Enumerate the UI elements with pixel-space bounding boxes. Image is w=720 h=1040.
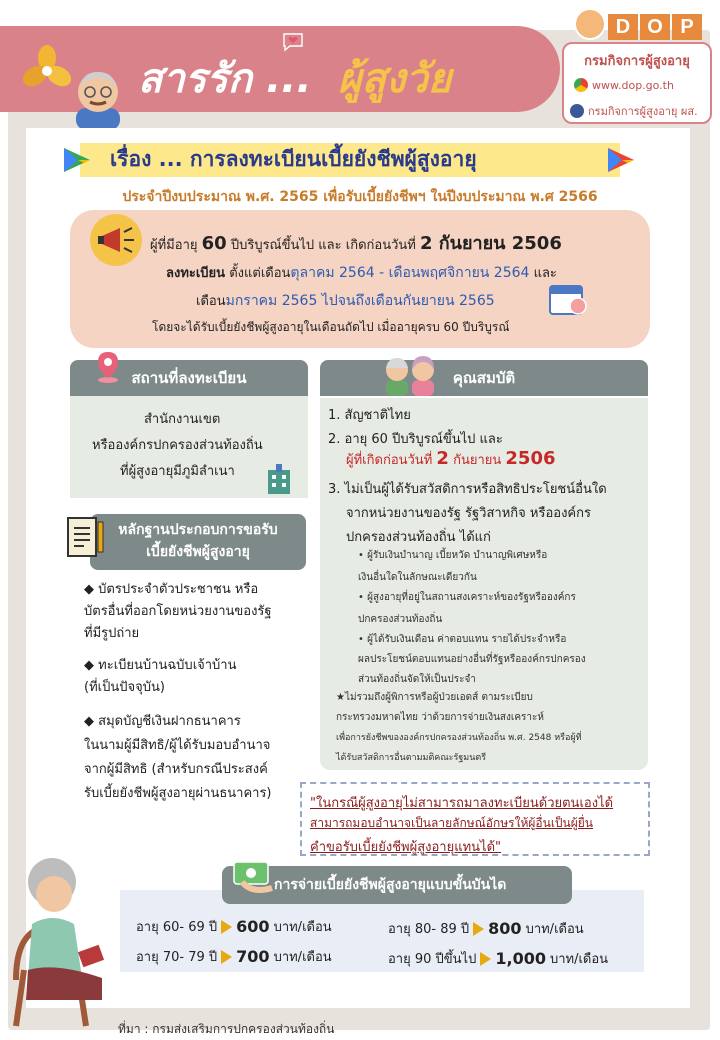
dop-letter: D [608, 14, 638, 40]
qualification-sub-line: ผลประโยชน์ตอบแทนอย่างอื่นที่รัฐหรือองค์กรปกครอง [358, 654, 586, 665]
facebook-link[interactable]: กรมกิจการผู้สูงอายุ ผส. [588, 105, 698, 118]
summary-line-2: ลงทะเบียน ตั้งแต่เดือนตุลาคม 2564 - เดือนพฤศจิกายน 2564 และ [166, 265, 557, 281]
chrome-icon [574, 78, 588, 92]
evidence-item-line: รับเบี้ยยังชีพผู้สูงอายุผ่านธนาคาร) [84, 786, 272, 801]
payment-tier: อายุ 60- 69 ปี 600 บาท/เดือน [136, 917, 332, 936]
elderly-couple-icon [380, 352, 440, 396]
source-note: ที่มา : กรมส่งเสริมการปกครองส่วนท้องถิ่น [118, 1022, 335, 1036]
evidence-item-line: จากผู้มีสิทธิ (สำหรับกรณีประสงค์ [84, 762, 268, 777]
dop-mascot-icon [574, 8, 606, 40]
old-man-icon [68, 64, 128, 130]
location-line: หรือองค์กรปกครองส่วนท้องถิ่น [92, 438, 263, 453]
qualification-1: 1. สัญชาติไทย [328, 408, 411, 423]
contact-card [562, 42, 712, 124]
heart-chat-icon [282, 32, 304, 52]
location-header: สถานที่ลงทะเบียน [70, 360, 308, 396]
grandma-reading-icon [6, 850, 118, 1028]
building-icon [264, 462, 294, 494]
summary-line-1: ผู้ที่มีอายุ 60 ปีบริบูรณ์ขึ้นไป และ เกิดก่อนวันที่ 2 กันยายน 2506 [150, 233, 562, 254]
proxy-note-line: คำขอรับเบี้ยยังชีพผู้สูงอายุแทนได้" [310, 840, 502, 855]
qualification-sub-line: ส่วนท้องถิ่นจัดให้เป็นประจำ [358, 674, 476, 685]
title-part-2: ผู้สูงวัย [338, 56, 452, 102]
qualification-3: 3. ไม่เป็นผู้ได้รับสวัสดิการหรือสิทธิประโยชน์อื่นใด [328, 482, 607, 497]
title-part-1: สารรัก ... [138, 56, 312, 102]
qualification-3-line: ปกครองส่วนท้องถิ่น ได้แก่ [346, 530, 491, 545]
qualification-sub-item: • ผู้รับเงินบำนาญ เบี้ยหวัด บำนาญพิเศษหรือ [358, 550, 548, 561]
qualification-sub-line: ปกครองส่วนท้องถิ่น [358, 614, 443, 625]
website-row[interactable] [574, 78, 674, 92]
evidence-item-line: บัตรอื่นที่ออกโดยหน่วยงานของรัฐ [84, 604, 272, 619]
facebook-icon [570, 104, 584, 118]
cash-icon [232, 860, 276, 894]
evidence-header: หลักฐานประกอบการขอรับ เบี้ยยังชีพผู้สูงอายุ [90, 514, 306, 570]
topic-title: เรื่อง ... การลงทะเบียนเบี้ยยังชีพผู้สูงอายุ [110, 147, 477, 171]
evidence-item: ◆ สมุดบัญชีเงินฝากธนาคาร [84, 714, 241, 729]
qualification-footnote: กระทรวงมหาดไทย ว่าด้วยการจ่ายเงินสงเคราะห์ [336, 712, 544, 723]
website-link[interactable]: www.dop.go.th [592, 78, 674, 92]
payment-tier: อายุ 90 ปีขึ้นไป 1,000 บาท/เดือน [388, 949, 609, 968]
proxy-note-line: "ในกรณีผู้สูงอายุไม่สามารถมาลงทะเบียนด้วยตนเองได้ [310, 796, 614, 811]
payment-tier: อายุ 80- 89 ปี 800 บาท/เดือน [388, 919, 584, 938]
qualification-footnote: ★ไม่รวมถึงผู้พิการหรือผู้ป่วยเอดส์ ตามระเบียบ [336, 692, 533, 703]
evidence-item: ◆ ทะเบียนบ้านฉบับเจ้าบ้าน [84, 658, 237, 673]
location-line: ที่ผู้สูงอายุมีภูมิลำเนา [120, 464, 235, 479]
qualification-footnote: เพื่อการยังชีพขององค์กรปกครองส่วนท้องถิ่น พ.ศ. 2548 หรือผู้ที่ [336, 733, 582, 743]
dop-letter: O [640, 14, 670, 40]
qualification-2: 2. อายุ 60 ปีบริบูรณ์ขึ้นไป และ [328, 432, 503, 447]
payment-header: การจ่ายเบี้ยยังชีพผู้สูงอายุแบบขั้นบันได [222, 866, 572, 904]
qualification-footnote: ได้รับสวัสดิการอื่นตามมติคณะรัฐมนตรี [336, 753, 487, 763]
qualification-3-line: จากหน่วยงานของรัฐ รัฐวิสาหกิจ หรือองค์กร [346, 506, 591, 521]
location-pin-icon [94, 350, 122, 384]
evidence-item-line: (ที่เป็นปัจจุบัน) [84, 680, 165, 695]
qualification-2-birthdate: ผู้ที่เกิดก่อนวันที่ 2 กันยายน 2506 [346, 448, 556, 469]
evidence-item-line: ในนามผู้มีสิทธิ/ผู้ได้รับมอบอำนาจ [84, 738, 271, 753]
summary-line-3: เดือนมกราคม 2565 ไปจนถึงเดือนกันยายน 2565 [196, 293, 495, 309]
dop-letter: P [672, 14, 702, 40]
location-line: สำนักงานเขต [144, 412, 221, 427]
flower-logo-icon [22, 44, 72, 94]
document-icon [64, 514, 108, 562]
qualification-sub-line: เงินอื่นใดในลักษณะเดียวกัน [358, 572, 477, 583]
evidence-item-line: ที่มีรูปถ่าย [84, 626, 140, 641]
summary-line-4: โดยจะได้รับเบี้ยยังชีพผู้สูงอายุในเดือนถัดไป เมื่ออายุครบ 60 ปีบริบูรณ์ [152, 320, 510, 334]
megaphone-icon [90, 214, 142, 266]
proxy-note-line: สามารถมอบอำนาจเป็นลายลักษณ์อักษรให้ผู้อื่นเป็นผู้ยื่น [310, 816, 594, 830]
payment-tier: อายุ 70- 79 ปี 700 บาท/เดือน [136, 947, 332, 966]
qualifications-header: คุณสมบัติ [320, 360, 648, 396]
topic-subtitle: ประจำปีงบประมาณ พ.ศ. 2565 เพื่อรับเบี้ยยังชีพฯ ในปีงบประมาณ พ.ศ 2566 [122, 189, 598, 205]
qualification-sub-item: • ผู้สูงอายุที่อยู่ในสถานสงเคราะห์ของรัฐหรือองค์กร [358, 592, 576, 603]
qualification-sub-item: • ผู้ได้รับเงินเดือน ค่าตอบแทน รายได้ประจำหรือ [358, 634, 567, 645]
facebook-row[interactable] [570, 102, 698, 120]
play-left-icon [62, 146, 92, 174]
calendar-icon [548, 280, 588, 316]
org-name: กรมกิจการผู้สูงอายุ [584, 54, 690, 69]
play-right-icon [606, 146, 636, 174]
evidence-item: ◆ บัตรประจำตัวประชาชน หรือ [84, 582, 259, 597]
